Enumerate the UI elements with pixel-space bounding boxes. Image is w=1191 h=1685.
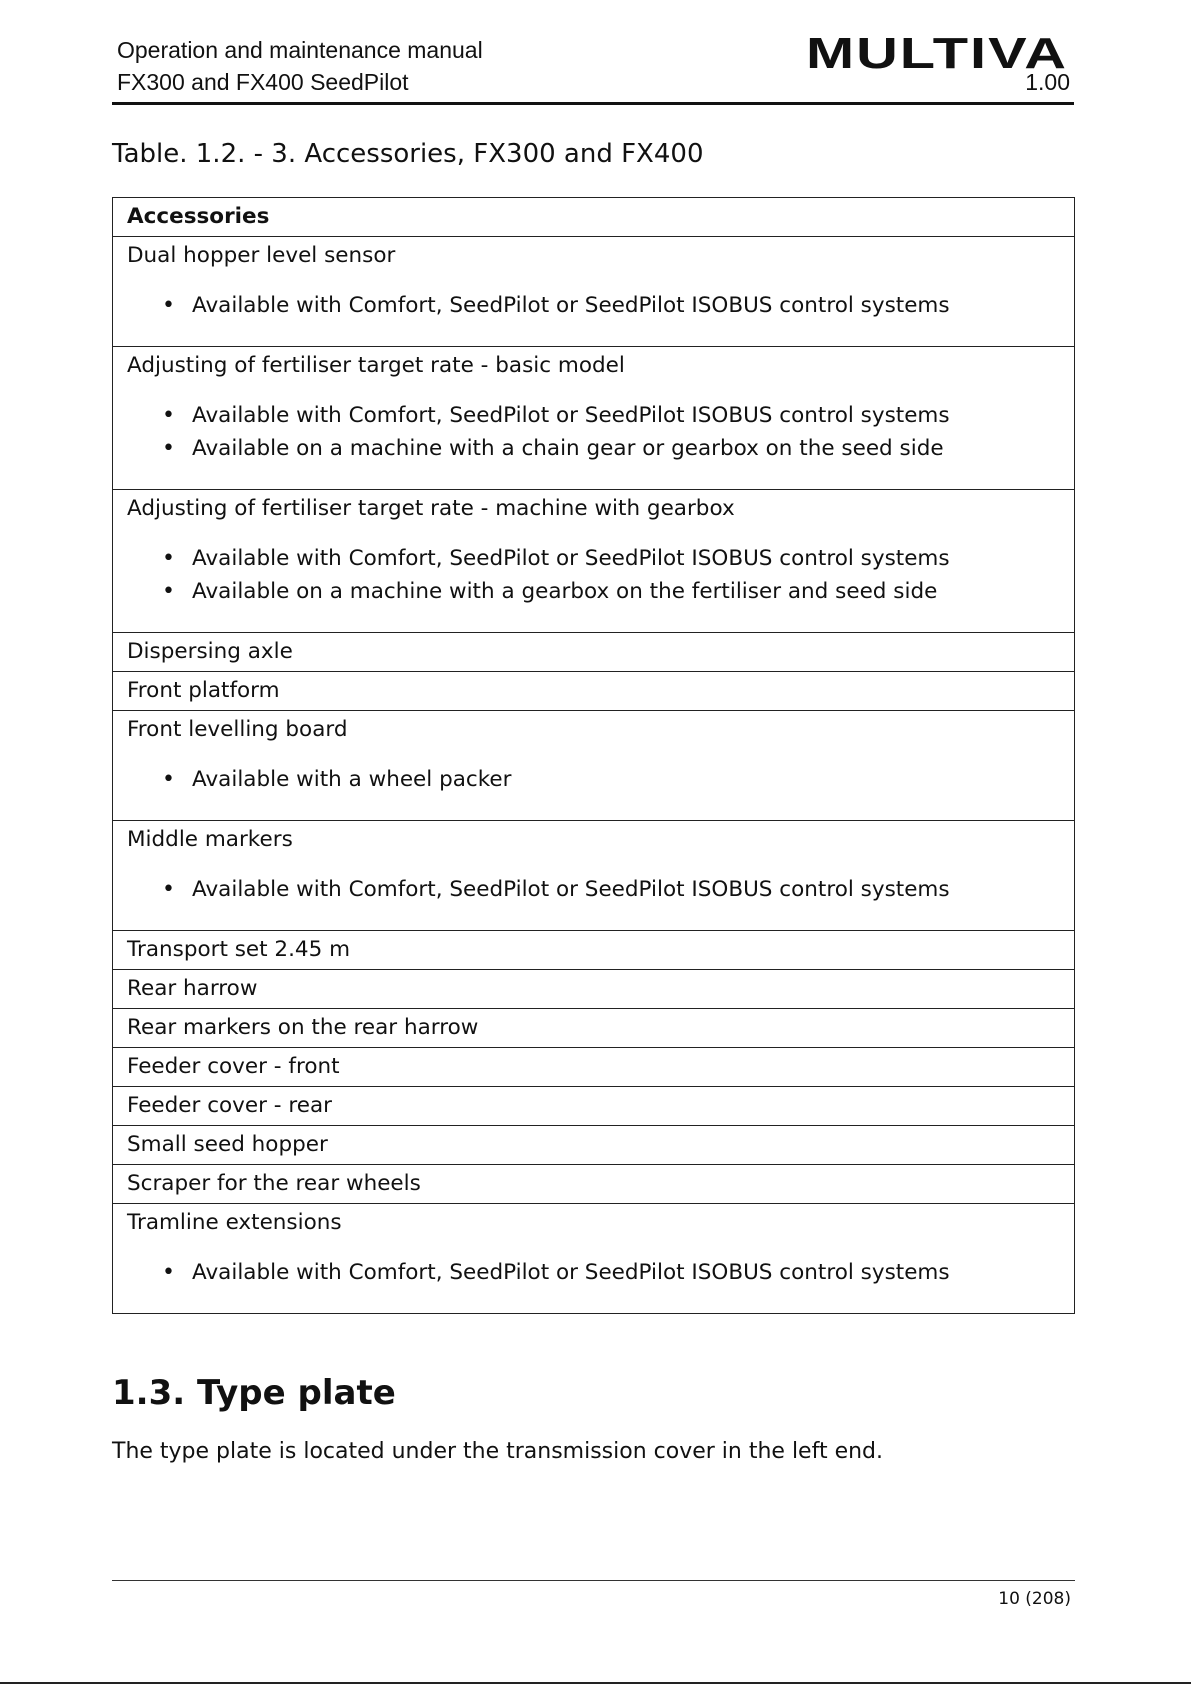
table-row xyxy=(113,490,1075,633)
accessory-name: Feeder cover - front xyxy=(113,1048,1075,1087)
document-title: Operation and maintenance manual xyxy=(117,37,483,63)
accessory-name: Adjusting of fertiliser target rate - basic model xyxy=(127,353,625,378)
accessory-name: Middle markers xyxy=(127,827,293,852)
document-version: 1.00 xyxy=(1025,69,1070,95)
section-paragraph: The type plate is located under the transmission cover in the left end. xyxy=(112,1439,884,1464)
table-row xyxy=(113,1204,1075,1314)
document-subtitle: FX300 and FX400 SeedPilot xyxy=(117,69,409,95)
table-row xyxy=(113,970,1075,1009)
accessory-name: Dispersing axle xyxy=(113,633,1075,672)
page-bottom-edge xyxy=(0,1682,1191,1684)
accessory-note: • Available on a machine with a chain gear or gearbox on the seed side xyxy=(127,432,1060,465)
accessory-notes xyxy=(127,1256,1060,1289)
accessories-table xyxy=(112,197,1075,1314)
accessory-name: Adjusting of fertiliser target rate - machine with gearbox xyxy=(127,496,735,521)
accessory-name: Tramline extensions xyxy=(127,1210,342,1235)
accessory-name: Transport set 2.45 m xyxy=(113,931,1075,970)
table-row xyxy=(113,1009,1075,1048)
table-row xyxy=(113,931,1075,970)
accessory-note: • Available with Comfort, SeedPilot or SeedPilot ISOBUS control systems xyxy=(127,399,1060,432)
table-body xyxy=(113,237,1075,1314)
accessory-note: • Available with Comfort, SeedPilot or SeedPilot ISOBUS control systems xyxy=(127,1256,1060,1289)
accessory-note: • Available with Comfort, SeedPilot or SeedPilot ISOBUS control systems xyxy=(127,542,1060,575)
accessory-note: • Available with a wheel packer xyxy=(127,763,1060,796)
table-header-row xyxy=(113,198,1075,237)
accessory-name: Front platform xyxy=(113,672,1075,711)
accessory-notes xyxy=(127,289,1060,322)
footer-divider xyxy=(112,1580,1075,1581)
table-row xyxy=(113,237,1075,347)
table-row xyxy=(113,672,1075,711)
page-number: 10 (208) xyxy=(998,1589,1071,1609)
accessory-name: Small seed hopper xyxy=(113,1126,1075,1165)
accessory-cell xyxy=(113,237,1075,347)
table-row xyxy=(113,1126,1075,1165)
accessory-cell xyxy=(113,347,1075,490)
table-row xyxy=(113,1048,1075,1087)
accessory-name: Dual hopper level sensor xyxy=(127,243,396,268)
accessory-cell xyxy=(113,821,1075,931)
accessory-note: • Available with Comfort, SeedPilot or SeedPilot ISOBUS control systems xyxy=(127,873,1060,906)
table-row xyxy=(113,711,1075,821)
accessory-name: Rear markers on the rear harrow xyxy=(113,1009,1075,1048)
accessory-name: Scraper for the rear wheels xyxy=(113,1165,1075,1204)
accessory-name: Front levelling board xyxy=(127,717,348,742)
table-caption: Table. 1.2. - 3. Accessories, FX300 and FX400 xyxy=(112,139,704,169)
accessory-name: Rear harrow xyxy=(113,970,1075,1009)
table-header-accessories: Accessories xyxy=(113,198,1075,237)
accessory-notes xyxy=(127,873,1060,906)
table-row xyxy=(113,821,1075,931)
accessory-cell xyxy=(113,1204,1075,1314)
section-heading: 1.3. Type plate xyxy=(112,1373,396,1413)
accessory-notes xyxy=(127,542,1060,608)
logo-wordmark: MULTIVA xyxy=(806,29,1068,74)
accessory-note: • Available on a machine with a gearbox on the fertiliser and seed side xyxy=(127,575,1060,608)
table-row xyxy=(113,1087,1075,1126)
table-row xyxy=(113,347,1075,490)
accessory-notes xyxy=(127,399,1060,465)
accessory-cell xyxy=(113,711,1075,821)
table-row xyxy=(113,633,1075,672)
accessory-cell xyxy=(113,490,1075,633)
accessory-note: • Available with Comfort, SeedPilot or SeedPilot ISOBUS control systems xyxy=(127,289,1060,322)
accessory-notes xyxy=(127,763,1060,796)
table-row xyxy=(113,1165,1075,1204)
page-header xyxy=(112,30,1074,105)
accessory-name: Feeder cover - rear xyxy=(113,1087,1075,1126)
